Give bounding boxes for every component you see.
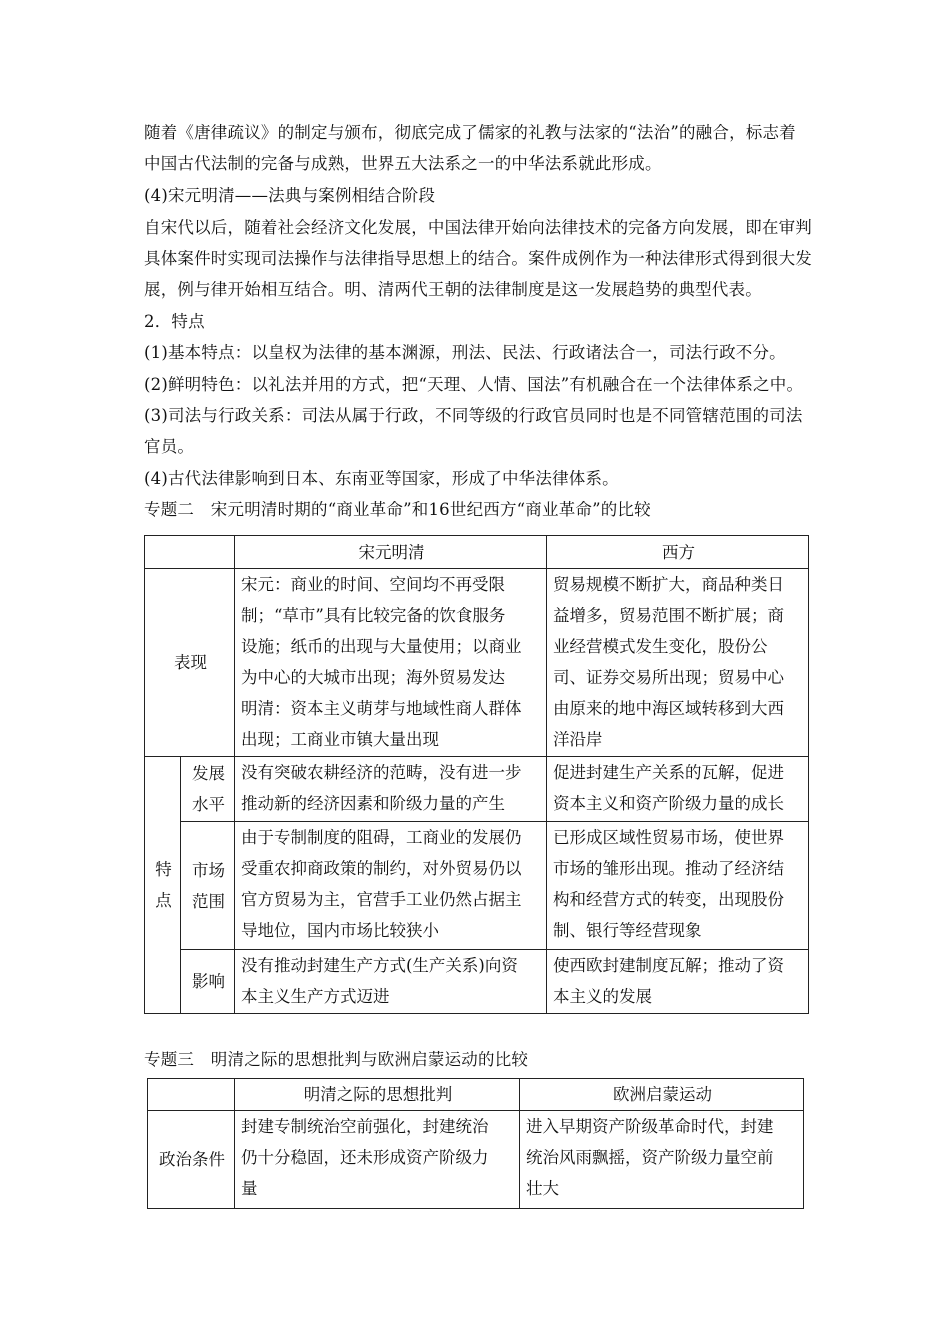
cell-yingxiang-west [547,950,809,1014]
paragraph-line: (2)鲜明特色：以礼法并用的方式，把“天理、人情、国法”有机融合在一个法律体系之中。 [144,375,804,394]
header-cell-west: 西方 [547,536,809,569]
cell-line: 市场的雏形出现。推动了经济结 [553,859,784,878]
cell-line: 由原来的地中海区域转移到大西 [553,699,784,718]
row-label-fazhan [181,757,235,822]
cell-line: 资本主义和资产阶级力量的成长 [553,794,784,813]
topic3-title: 专题三 明清之际的思想批判与欧洲启蒙运动的比较 [144,1050,529,1069]
cell-line: 出现；工商业市镇大量出现 [241,730,439,749]
table-row-fazhan [145,757,809,822]
cell-line: 封建专制统治空前强化，封建统治 [241,1117,489,1136]
paragraph-line: 随着《唐律疏议》的制定与颁布，彻底完成了儒家的礼教与法家的“法治”的融合，标志着 [144,123,796,142]
cell-line: 制、银行等经营现象 [553,921,702,940]
label-line: 水平 [192,795,225,814]
paragraph-line: 展，例与律开始相互结合。明、清两代王朝的法律制度是这一发展趋势的典型代表。 [144,280,762,299]
table-row-yingxiang [145,950,809,1014]
cell-line: 贸易规模不断扩大，商品种类日 [553,575,784,594]
header-cell-empty [148,1079,235,1111]
cell-line: 业经营模式发生变化，股份公 [553,637,768,656]
cell-line: 已形成区域性贸易市场，使世界 [553,828,784,847]
paragraph-line: 自宋代以后，随着社会经济文化发展，中国法律开始向法律技术的完备方向发展，即在审判 [144,218,812,237]
label-line: 范围 [192,891,225,911]
row-label-zhengzhi: 政治条件 [148,1111,235,1209]
cell-line: 使西欧封建制度瓦解；推动了资 [553,956,784,975]
cell-line: 推动新的经济因素和阶级力量的产生 [241,794,505,813]
cell-line: 构和经营方式的转变，出现股份 [553,890,784,909]
header-cell-ming-qing: 明清之际的思想批判 [235,1079,520,1111]
cell-line: 益增多，贸易范围不断扩展；商 [553,606,784,625]
cell-yingxiang-song [235,950,547,1014]
cell-line: 统治风雨飘摇，资产阶级力量空前 [526,1148,774,1167]
cell-line: 本主义生产方式迈进 [241,987,390,1006]
paragraph-line: (3)司法与行政关系：司法从属于行政，不同等级的行政官员同时也是不同管辖范围的司法 [144,406,803,425]
cell-line: 受重农抑商政策的制约，对外贸易仍以 [241,859,522,878]
topic2-title: 专题二 宋元明清时期的“商业革命”和16世纪西方“商业革命”的比较 [144,500,651,519]
cell-zhengzhi-europe [520,1111,804,1209]
cell-line: 官方贸易为主，官营手工业仍然占据主 [241,890,522,909]
cell-line: 司、证券交易所出现；贸易中心 [553,668,784,687]
table-row-zhengzhi [148,1111,804,1209]
cell-biaoxian-west [547,569,809,757]
row-label-tedian [145,757,181,1014]
paragraph-line: 中国古代法制的完备与成熟，世界五大法系之一的中华法系就此形成。 [144,154,662,173]
cell-line: 本主义的发展 [553,987,652,1006]
label-line: 发展 [192,764,225,783]
label-line: 市场 [192,860,225,880]
table-header-row [148,1079,804,1111]
cell-line: 进入早期资产阶级革命时代，封建 [526,1117,774,1136]
topic2-table [144,535,809,1014]
cell-line: 为中心的大城市出现；海外贸易发达 [241,668,505,687]
table-row-shichang [145,822,809,950]
cell-fazhan-song [235,757,547,822]
cell-line: 量 [241,1179,258,1198]
cell-line: 洋沿岸 [553,730,603,749]
cell-line: 由于专制制度的阻碍，工商业的发展仍 [241,828,522,847]
paragraph-line: (4)古代法律影响到日本、东南亚等国家，形成了中华法律体系。 [144,469,619,488]
cell-line: 仍十分稳固，还未形成资产阶级力 [241,1148,489,1167]
row-label-shichang [181,822,235,950]
cell-line: 制；“草市”具有比较完备的饮食服务 [241,606,506,625]
cell-line: 壮大 [526,1179,559,1198]
cell-line: 导地位，国内市场比较狭小 [241,921,439,940]
cell-fazhan-west [547,757,809,822]
table-header-row [145,536,809,569]
cell-zhengzhi-ming [235,1111,520,1209]
header-cell-song-yuan-ming-qing: 宋元明清 [235,536,547,569]
row-label-biaoxian: 表现 [145,569,235,757]
cell-line: 宋元：商业的时间、空间均不再受限 [241,575,505,594]
header-cell-empty [145,536,235,569]
cell-line: 明清：资本主义萌芽与地域性商人群体 [241,699,522,718]
section-heading: 2．特点 [144,312,205,331]
label-char: 特 [155,860,172,879]
cell-shichang-west [547,822,809,950]
cell-shichang-song [235,822,547,950]
cell-line: 设施；纸币的出现与大量使用；以商业 [241,637,522,656]
paragraph-line: 官员。 [144,437,195,456]
paragraph-line: 具体案件时实现司法操作与法律指导思想上的结合。案件成例作为一种法律形式得到很大发 [144,249,812,268]
cell-line: 没有突破农耕经济的范畴，没有进一步 [241,763,522,782]
label-char: 点 [155,891,172,910]
paragraph-line: (1)基本特点：以皇权为法律的基本渊源，刑法、民法、行政诸法合一，司法行政不分。 [144,343,786,362]
table-row-biaoxian [145,569,809,757]
header-cell-europe: 欧洲启蒙运动 [520,1079,804,1111]
cell-line: 促进封建生产关系的瓦解，促进 [553,763,784,782]
row-label-yingxiang: 影响 [181,950,235,1014]
section-heading: (4)宋元明清——法典与案例相结合阶段 [144,186,436,205]
cell-biaoxian-song [235,569,547,757]
cell-line: 没有推动封建生产方式(生产关系)向资 [241,956,518,975]
topic3-table [147,1078,804,1209]
